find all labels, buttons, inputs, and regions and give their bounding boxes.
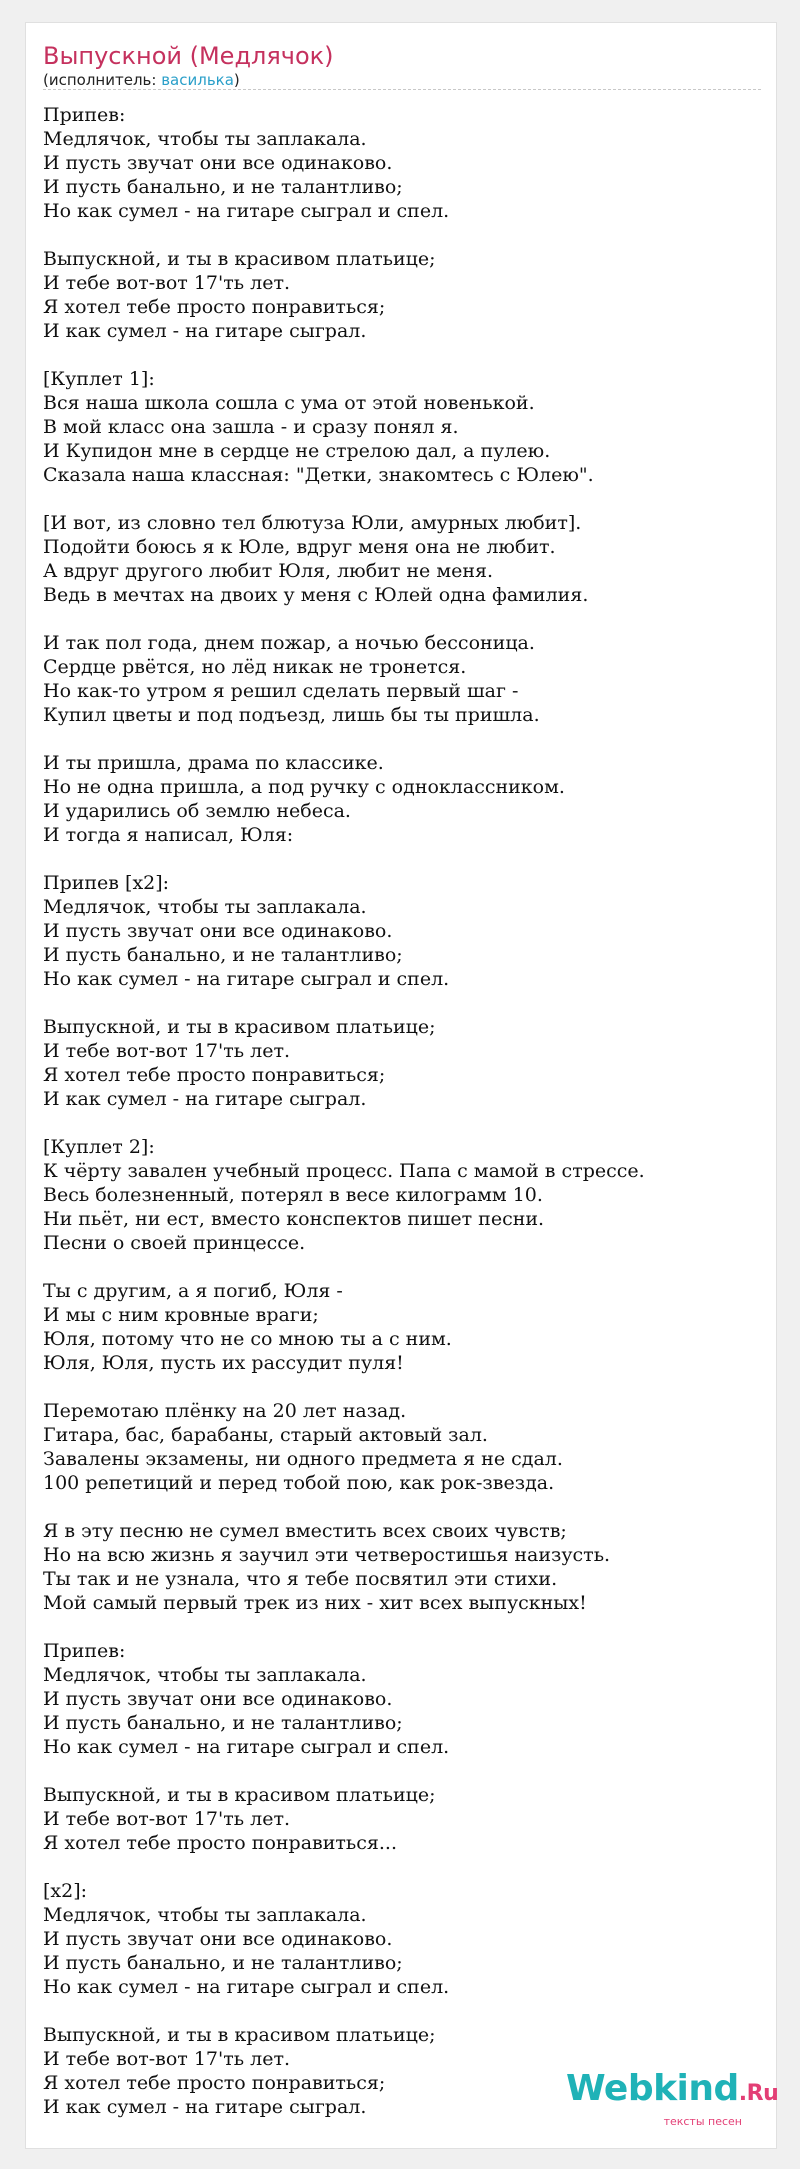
lyric-line: И пусть звучат они все одинаково. bbox=[43, 1688, 393, 1710]
lyric-line: Медлячок, чтобы ты заплакала. bbox=[43, 896, 367, 918]
lyric-line: И пусть банально, и не талантливо; bbox=[43, 176, 403, 198]
lyric-line: Песни о своей принцессе. bbox=[43, 1232, 306, 1254]
lyric-line: [И вот, из словно тел блютуза Юли, амурных любит]. bbox=[43, 512, 582, 534]
artist-prefix: (исполнитель: bbox=[43, 71, 162, 89]
stanza bbox=[43, 1399, 761, 1495]
lyric-line: Выпускной, и ты в красивом платьице; bbox=[43, 2024, 436, 2046]
lyric-line: И тебе вот-вот 17'ть лет. bbox=[43, 2048, 290, 2070]
lyric-line: И как сумел - на гитаре сыграл. bbox=[43, 1088, 367, 1110]
lyric-line: И пусть звучат они все одинаково. bbox=[43, 920, 393, 942]
lyric-line: Купил цветы и под подъезд, лишь бы ты пришла. bbox=[43, 704, 540, 726]
artist-line bbox=[43, 70, 240, 90]
lyric-line: Медлячок, чтобы ты заплакала. bbox=[43, 128, 367, 150]
lyric-line: Припев: bbox=[43, 104, 126, 126]
lyric-line: Юля, потому что не со мною ты а с ним. bbox=[43, 1328, 452, 1350]
lyric-line: И пусть звучат они все одинаково. bbox=[43, 1928, 393, 1950]
lyric-line: И тебе вот-вот 17'ть лет. bbox=[43, 1808, 290, 1830]
lyric-line: И тебе вот-вот 17'ть лет. bbox=[43, 1040, 290, 1062]
artist-suffix: ) bbox=[233, 71, 240, 89]
lyric-line: И тогда я написал, Юля: bbox=[43, 824, 294, 846]
stanza bbox=[43, 871, 761, 991]
lyric-line: [Куплет 2]: bbox=[43, 1136, 155, 1158]
lyric-line: Но как сумел - на гитаре сыграл и спел. bbox=[43, 200, 450, 222]
webkind-logo bbox=[566, 2068, 779, 2128]
lyric-line: Я в эту песню не сумел вместить всех своих чувств; bbox=[43, 1520, 567, 1542]
logo-tagline: тексты песен bbox=[663, 2115, 742, 2128]
lyric-line: Ни пьёт, ни ест, вместо конспектов пишет песни. bbox=[43, 1208, 545, 1230]
stanza bbox=[43, 511, 761, 607]
lyric-line: Завалены экзамены, ни одного предмета я не сдал. bbox=[43, 1448, 563, 1470]
lyrics-card bbox=[25, 22, 777, 2149]
lyric-line: Перемотаю плёнку на 20 лет назад. bbox=[43, 1400, 407, 1422]
logo-wordmark bbox=[566, 2068, 779, 2115]
lyric-line: Выпускной, и ты в красивом платьице; bbox=[43, 1784, 436, 1806]
lyric-line: Но не одна пришла, а под ручку с одноклассником. bbox=[43, 776, 565, 798]
lyric-line: Весь болезненный, потерял в весе килограмм 10. bbox=[43, 1184, 543, 1206]
lyric-line: В мой класс она зашла - и сразу понял я. bbox=[43, 416, 459, 438]
stanza bbox=[43, 247, 761, 343]
lyric-line: Выпускной, и ты в красивом платьице; bbox=[43, 1016, 436, 1038]
lyric-line: Припев [x2]: bbox=[43, 872, 170, 894]
lyric-line: Ведь в мечтах на двоих у меня с Юлей одна фамилия. bbox=[43, 584, 589, 606]
lyric-line: И как сумел - на гитаре сыграл. bbox=[43, 2096, 367, 2118]
lyric-line: Но как сумел - на гитаре сыграл и спел. bbox=[43, 1976, 450, 1998]
lyric-line: И ты пришла, драма по классике. bbox=[43, 752, 384, 774]
lyric-line: И мы с ним кровные враги; bbox=[43, 1304, 319, 1326]
artist-link[interactable]: василька bbox=[161, 71, 234, 89]
stanza bbox=[43, 1519, 761, 1615]
lyric-line: И тебе вот-вот 17'ть лет. bbox=[43, 272, 290, 294]
stanza bbox=[43, 1783, 761, 1855]
lyric-line: Припев: bbox=[43, 1640, 126, 1662]
lyric-line: И ударились об землю небеса. bbox=[43, 800, 351, 822]
lyric-line: Ты с другим, а я погиб, Юля - bbox=[43, 1280, 343, 1302]
lyric-line: 100 репетиций и перед тобой пою, как рок-звезда. bbox=[43, 1472, 555, 1494]
lyric-line: И Купидон мне в сердце не стрелою дал, а пулею. bbox=[43, 440, 551, 462]
logo-tld: .Ru bbox=[738, 2081, 779, 2106]
lyrics-body bbox=[43, 103, 761, 2143]
lyric-line: Вся наша школа сошла с ума от этой новенькой. bbox=[43, 392, 535, 414]
lyric-line: И пусть звучат они все одинаково. bbox=[43, 152, 393, 174]
lyric-line: И пусть банально, и не талантливо; bbox=[43, 944, 403, 966]
lyric-line: Я хотел тебе просто понравиться; bbox=[43, 2072, 386, 2094]
lyric-line: Я хотел тебе просто понравиться; bbox=[43, 296, 386, 318]
stanza bbox=[43, 367, 761, 487]
lyric-line: [Куплет 1]: bbox=[43, 368, 155, 390]
lyric-line: Юля, Юля, пусть их рассудит пуля! bbox=[43, 1352, 404, 1374]
lyric-line: И как сумел - на гитаре сыграл. bbox=[43, 320, 367, 342]
lyric-line: Но как сумел - на гитаре сыграл и спел. bbox=[43, 968, 450, 990]
stanza bbox=[43, 1279, 761, 1375]
song-title: Выпускной (Медлячок) bbox=[43, 42, 334, 70]
stanza bbox=[43, 103, 761, 223]
lyric-line: Ты так и не узнала, что я тебе посвятил эти стихи. bbox=[43, 1568, 558, 1590]
lyric-line: Я хотел тебе просто понравиться; bbox=[43, 1064, 386, 1086]
lyric-line: К чёрту завален учебный процесс. Папа с мамой в стрессе. bbox=[43, 1160, 645, 1182]
lyric-line: И пусть банально, и не талантливо; bbox=[43, 1952, 403, 1974]
lyric-line: Медлячок, чтобы ты заплакала. bbox=[43, 1904, 367, 1926]
stanza bbox=[43, 1639, 761, 1759]
stanza bbox=[43, 1879, 761, 1999]
lyric-line: Мой самый первый трек из них - хит всех выпускных! bbox=[43, 1592, 587, 1614]
lyric-line: [x2]: bbox=[43, 1880, 88, 1902]
lyric-line: Медлячок, чтобы ты заплакала. bbox=[43, 1664, 367, 1686]
lyric-line: Выпускной, и ты в красивом платьице; bbox=[43, 248, 436, 270]
lyric-line: Сказала наша классная: "Детки, знакомтесь с Юлею". bbox=[43, 464, 594, 486]
lyric-line: Подойти боюсь я к Юле, вдруг меня она не любит. bbox=[43, 536, 556, 558]
lyric-line: Я хотел тебе просто понравиться... bbox=[43, 1832, 397, 1854]
lyric-line: Гитара, бас, барабаны, старый актовый зал. bbox=[43, 1424, 488, 1446]
lyric-line: Но как-то утром я решил сделать первый шаг - bbox=[43, 680, 519, 702]
stanza bbox=[43, 751, 761, 847]
logo-brand: Webkind bbox=[566, 2068, 739, 2109]
dashed-divider bbox=[43, 89, 761, 90]
stanza bbox=[43, 1015, 761, 1111]
lyric-line: А вдруг другого любит Юля, любит не меня. bbox=[43, 560, 494, 582]
lyric-line: Но как сумел - на гитаре сыграл и спел. bbox=[43, 1736, 450, 1758]
lyric-line: И пусть банально, и не талантливо; bbox=[43, 1712, 403, 1734]
lyric-line: Сердце рвётся, но лёд никак не тронется. bbox=[43, 656, 467, 678]
lyric-line: Но на всю жизнь я заучил эти четверостишья наизусть. bbox=[43, 1544, 611, 1566]
lyric-line: И так пол года, днем пожар, а ночью бессоница. bbox=[43, 632, 535, 654]
stanza bbox=[43, 631, 761, 727]
stanza bbox=[43, 1135, 761, 1255]
